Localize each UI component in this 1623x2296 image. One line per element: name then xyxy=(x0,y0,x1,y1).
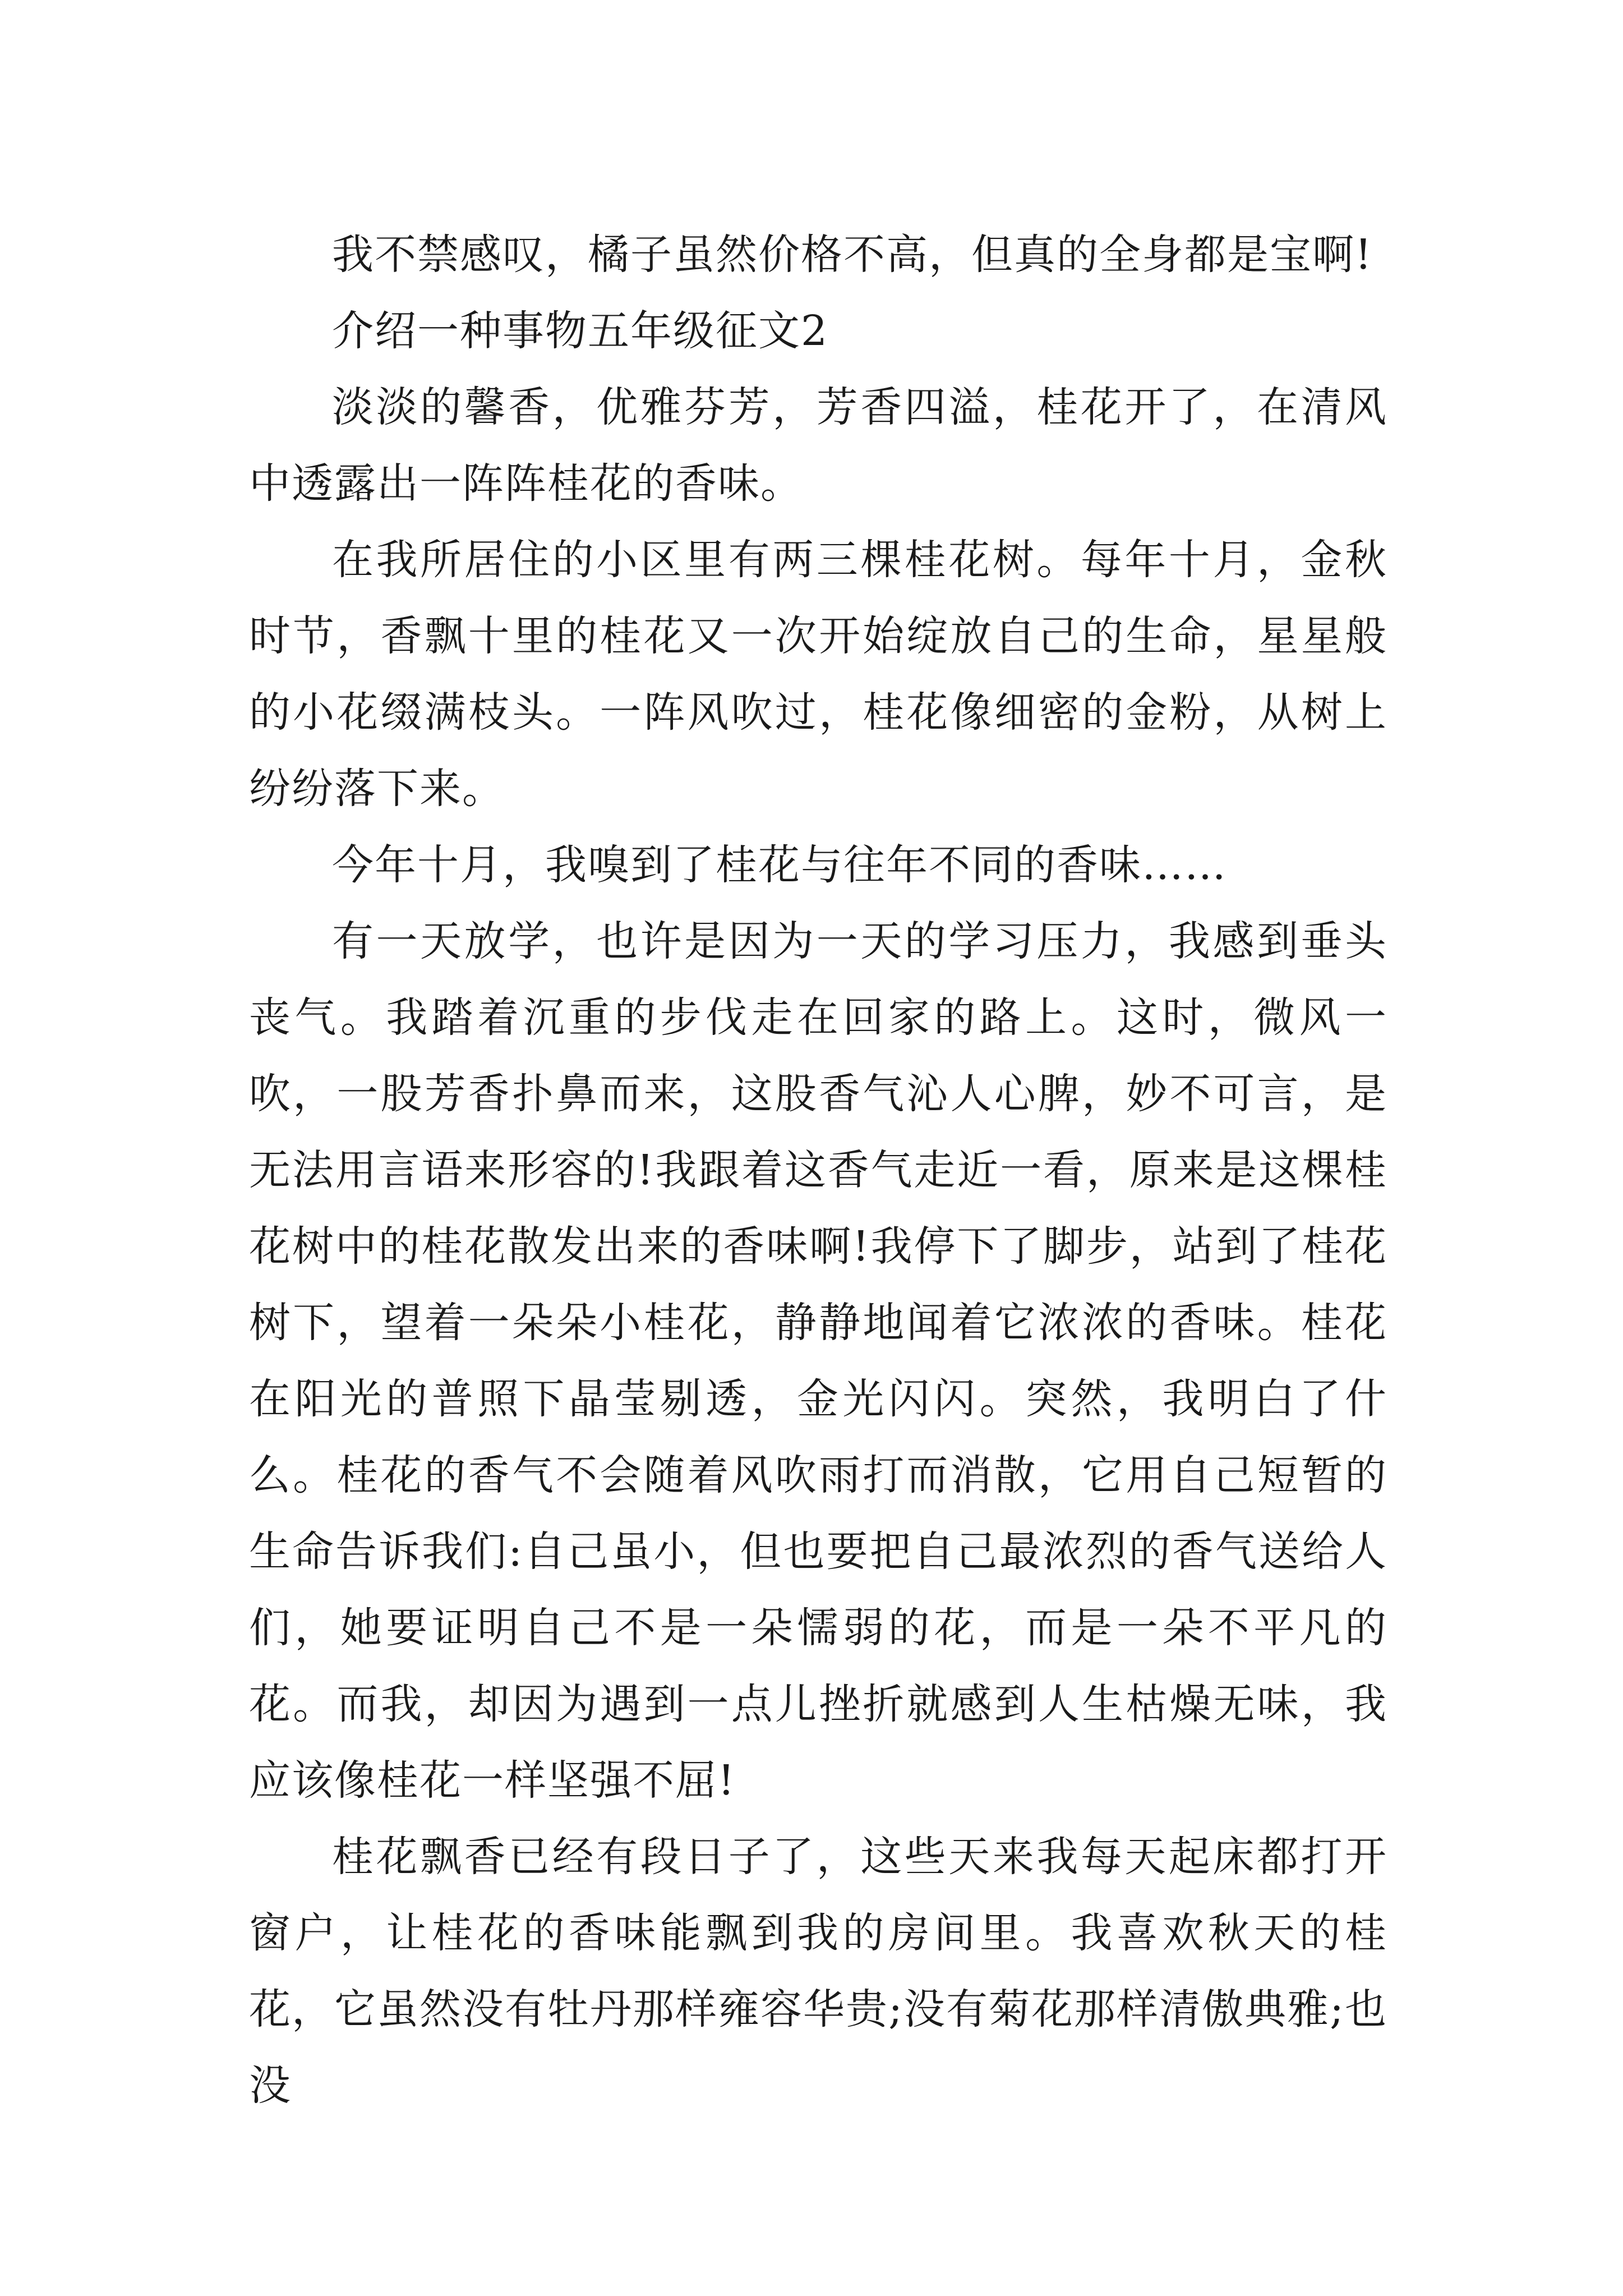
paragraph-story: 有一天放学，也许是因为一天的学习压力，我感到垂头丧气。我踏着沉重的步伐走在回家的路上。这时，微风一吹，一股芳香扑鼻而来，这股香气沁人心脾，妙不可言，是无法用言语来形容的!我跟着这香气走近一看，原来是这棵桂花树中的桂花散发出来的香味啊!我停下了脚步，站到了桂花树下，望着一朵朵小桂花，静静地闻着它浓浓的香味。桂花在阳光的普照下晶莹剔透，金光闪闪。突然，我明白了什么。桂花的香气不会随着风吹雨打而消散，它用自己短暂的生命告诉我们:自己虽小，但也要把自己最浓烈的香气送给人们，她要证明自己不是一朵懦弱的花，而是一朵不平凡的花。而我，却因为遇到一点儿挫折就感到人生枯燥无味，我应该像桂花一样坚强不屈! xyxy=(249,917,1387,1805)
paragraph-window: 桂花飘香已经有段日子了，这些天来我每天起床都打开窗户，让桂花的香味能飘到我的房间里。我喜欢秋天的桂花，它虽然没有牡丹那样雍容华贵;没有菊花那样清傲典雅;也没 xyxy=(249,1833,1387,2110)
paragraph-trees: 在我所居住的小区里有两三棵桂花树。每年十月，金秋时节，香飘十里的桂花又一次开始绽放自己的生命，星星般的小花缀满枝头。一阵风吹过，桂花像细密的金粉，从树上纷纷落下来。 xyxy=(249,536,1387,813)
paragraph-october: 今年十月，我嗅到了桂花与往年不同的香味…… xyxy=(332,841,1227,889)
paragraph-conclusion: 我不禁感叹，橘子虽然价格不高，但真的全身都是宝啊! xyxy=(332,231,1373,279)
essay-title: 介绍一种事物五年级征文2 xyxy=(332,307,829,355)
document-body xyxy=(249,217,1387,2124)
paragraph-intro: 淡淡的馨香，优雅芬芳，芳香四溢，桂花开了，在清风中透露出一阵阵桂花的香味。 xyxy=(249,383,1387,508)
